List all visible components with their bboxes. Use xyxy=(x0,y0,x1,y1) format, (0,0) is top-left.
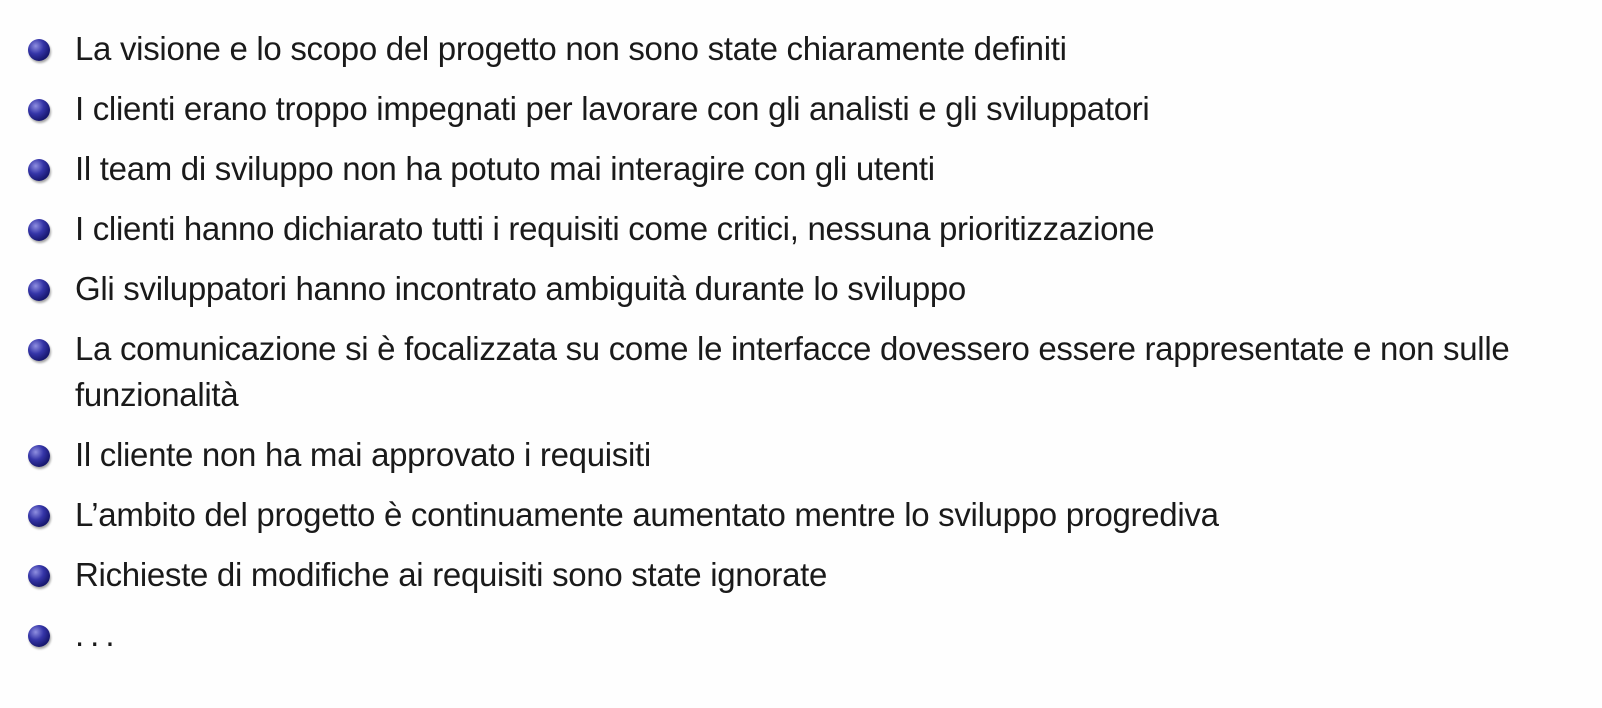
bullet-icon xyxy=(28,279,50,301)
list-item xyxy=(28,86,1562,132)
bullet-text: La comunicazione si è focalizzata su come le interfacce dovessero essere rappresentate e non sulle funzionalità xyxy=(75,330,1510,413)
bullet-text: La visione e lo scopo del progetto non sono state chiaramente definiti xyxy=(75,30,1067,67)
list-item xyxy=(28,552,1562,598)
list-item xyxy=(28,206,1562,252)
list-item xyxy=(28,146,1562,192)
bullet-text: Richieste di modifiche ai requisiti sono state ignorate xyxy=(75,556,828,593)
bullet-text: I clienti erano troppo impegnati per lavorare con gli analisti e gli sviluppatori xyxy=(75,90,1150,127)
list-item xyxy=(28,612,1562,658)
bullet-icon xyxy=(28,339,50,361)
bullet-text: Gli sviluppatori hanno incontrato ambiguità durante lo sviluppo xyxy=(75,270,966,307)
list-item xyxy=(28,492,1562,538)
bullet-icon xyxy=(28,565,50,587)
bullet-icon xyxy=(28,219,50,241)
bullet-icon xyxy=(28,625,50,647)
bullet-icon xyxy=(28,505,50,527)
list-item xyxy=(28,326,1562,418)
list-item xyxy=(28,432,1562,478)
bullet-icon xyxy=(28,445,50,467)
bullet-list xyxy=(28,26,1562,658)
bullet-text: Il cliente non ha mai approvato i requisiti xyxy=(75,436,651,473)
bullet-icon xyxy=(28,159,50,181)
bullet-icon xyxy=(28,39,50,61)
bullet-text: ... xyxy=(75,616,121,653)
bullet-icon xyxy=(28,99,50,121)
list-item xyxy=(28,26,1562,72)
list-item xyxy=(28,266,1562,312)
bullet-text: I clienti hanno dichiarato tutti i requisiti come critici, nessuna prioritizzazione xyxy=(75,210,1155,247)
bullet-text: L’ambito del progetto è continuamente aumentato mentre lo sviluppo progrediva xyxy=(75,496,1219,533)
bullet-text: Il team di sviluppo non ha potuto mai interagire con gli utenti xyxy=(75,150,935,187)
